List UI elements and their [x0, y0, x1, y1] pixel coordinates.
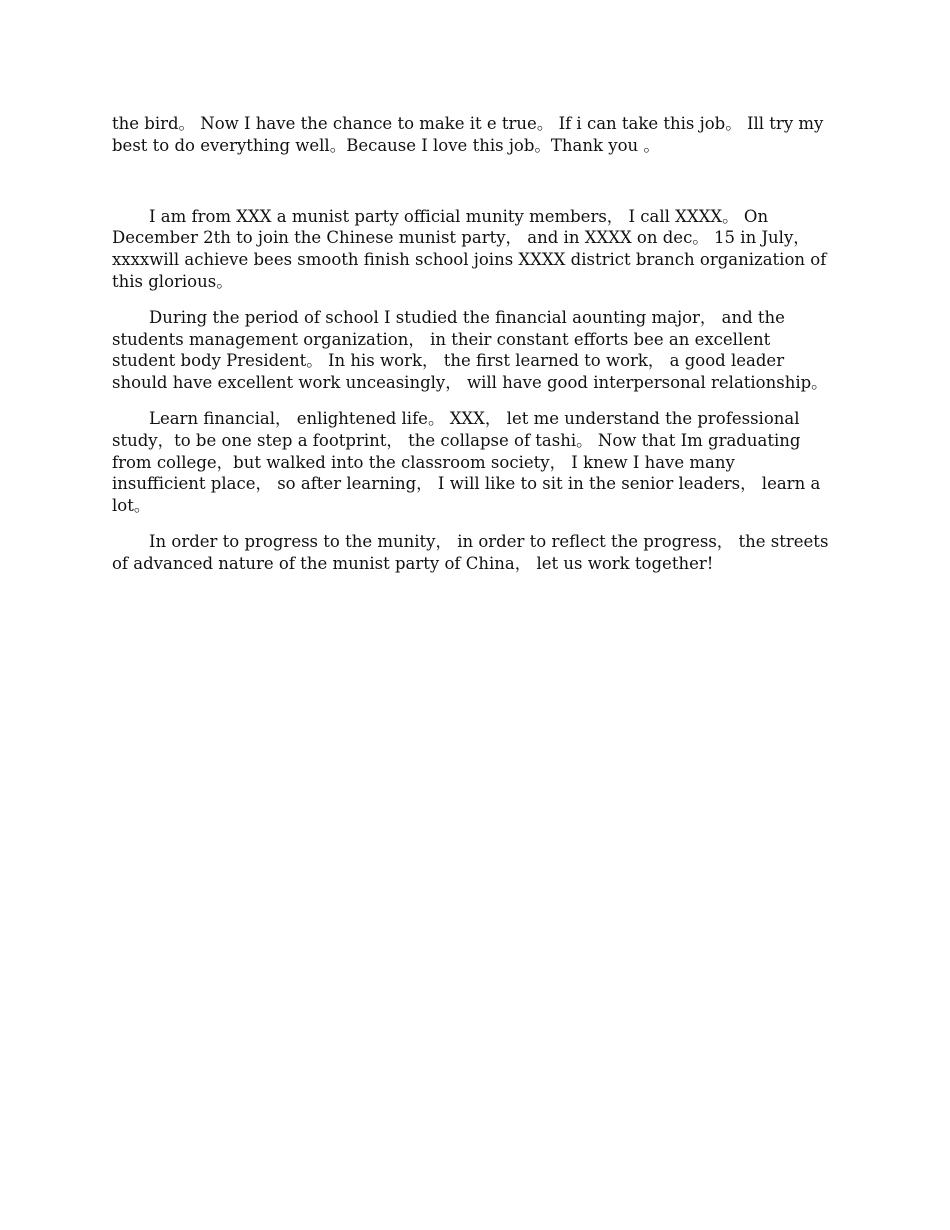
paragraph-introduction: I am from XXX a munist party official munity members， I call XXXX。 On December 2th to join the Chinese munist party， and in XXXX on dec。 15 in July， xxxxwill achieve bees smooth finish school joins XXXX district branch organization of this glorious。: [112, 206, 827, 291]
paragraph-learning: Learn financial， enlightened life。 XXX， let me understand the professional study，to be one step a footprint， the collapse of tashi。 Now that Im graduating from college，but walked into the classroom society， I knew I have many insufficient place， so after learning， I will like to sit in the senior leaders， learn a lot。: [112, 408, 821, 516]
paragraph-school: During the period of school I studied the financial aounting major， and the students management organization， in their constant efforts bee an excellent student body President。 In his work， the first learned to work， a good leader should have excellent work unceasingly， will have good interpersonal relationship。: [112, 307, 828, 393]
paragraph-gap: [112, 394, 832, 408]
paragraph-closing: the bird。 Now I have the chance to make it e true。 If i can take this job。 Ill try my best to do everything well。Because I love this job。Thank you 。: [112, 114, 824, 155]
paragraph-gap: [112, 517, 832, 531]
paragraph-gap: [112, 293, 832, 307]
paragraph-conclusion: In order to progress to the munity， in order to reflect the progress， the streets of advanced nature of the munist party of China， let us work together!: [112, 531, 829, 573]
document-body: [112, 113, 832, 575]
paragraph-gap: [112, 157, 832, 206]
